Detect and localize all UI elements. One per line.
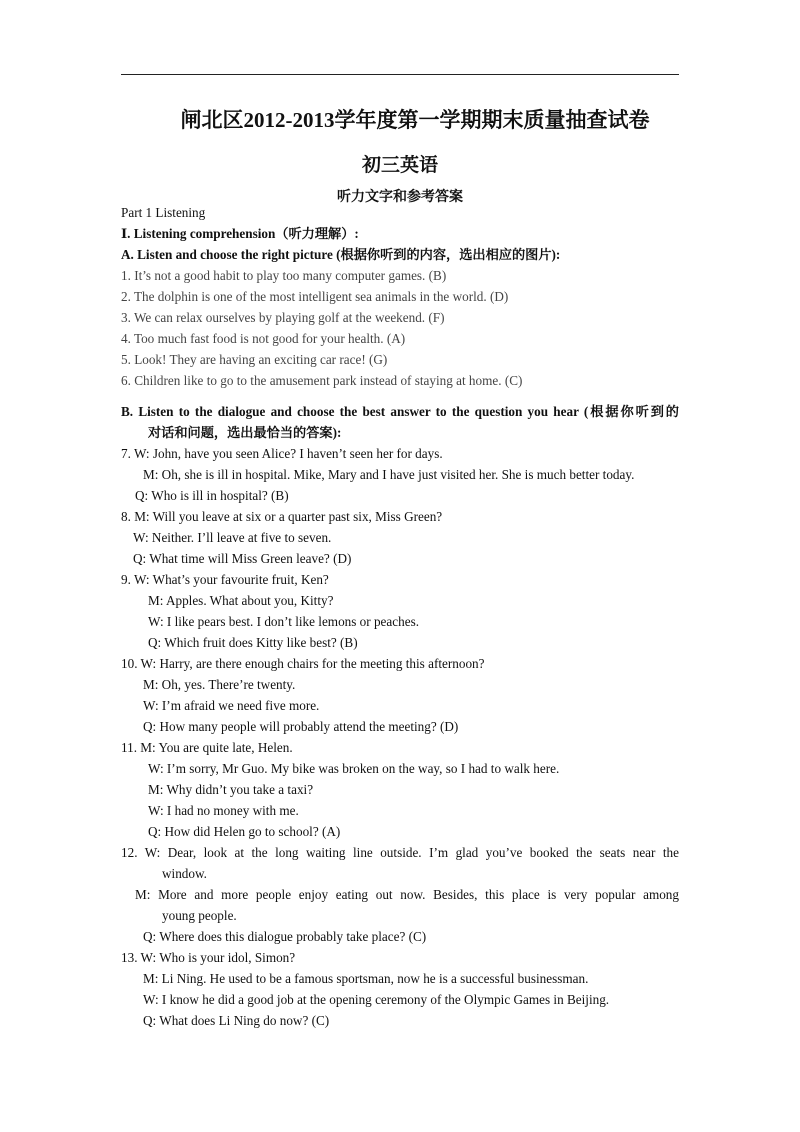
dialogue-line: M: More and more people enjoy eating out now. Besides, this place is very popular among [135, 887, 679, 902]
dialogue-line: 10. W: Harry, are there enough chairs for the meeting this afternoon? [121, 656, 485, 671]
part-a-item: 6. Children like to go to the amusement park instead of staying at home. (C) [121, 373, 523, 388]
part-a-item: 1. It’s not a good habit to play too many computer games. (B) [121, 268, 447, 283]
dialogue-line: W: I’m sorry, Mr Guo. My bike was broken on the way, so I had to walk here. [148, 761, 560, 776]
dialogue-line: W: I’m afraid we need five more. [143, 698, 320, 713]
dialogue-question: Q: How did Helen go to school? (A) [148, 824, 341, 839]
dialogue-line: M: Oh, yes. There’re twenty. [143, 677, 296, 692]
dialogue-line: 11. M: You are quite late, Helen. [121, 740, 293, 755]
document-title: 闸北区2012-2013学年度第一学期期末质量抽查试卷 [180, 108, 650, 132]
part-a-item: 5. Look! They are having an exciting car race! (G) [121, 352, 388, 367]
dialogue-line-cont: young people. [162, 908, 237, 923]
part-a-item: 2. The dolphin is one of the most intelligent sea animals in the world. (D) [121, 289, 509, 304]
dialogue-question: Q: Where does this dialogue probably take place? (C) [143, 929, 427, 944]
dialogue-line: 12. W: Dear, look at the long waiting line outside. I’m glad you’ve booked the seats near the [121, 845, 679, 860]
dialogue-line: M: Li Ning. He used to be a famous sportsman, now he is a successful businessman. [143, 971, 589, 986]
section-i-heading: Ⅰ. Listening comprehension（听力理解）: [121, 226, 359, 241]
dialogue-line: M: Oh, she is ill in hospital. Mike, Mary and I have just visited her. She is much better today. [143, 467, 635, 482]
header-rule [121, 74, 679, 75]
dialogue-line: 9. W: What’s your favourite fruit, Ken? [121, 572, 329, 587]
dialogue-question: Q: What does Li Ning do now? (C) [143, 1013, 330, 1028]
part-heading: Part 1 Listening [121, 205, 206, 220]
dialogue-question: Q: How many people will probably attend the meeting? (D) [143, 719, 459, 734]
part-a-item: 4. Too much fast food is not good for your health. (A) [121, 331, 406, 346]
dialogue-line: 13. W: Who is your idol, Simon? [121, 950, 296, 965]
dialogue-question: Q: Who is ill in hospital? (B) [135, 488, 289, 503]
dialogue-line: W: Neither. I’ll leave at five to seven. [133, 530, 332, 545]
dialogue-line: 7. W: John, have you seen Alice? I haven’t seen her for days. [121, 446, 443, 461]
dialogue-line: W: I had no money with me. [148, 803, 299, 818]
dialogue-line: M: Apples. What about you, Kitty? [148, 593, 334, 608]
subject-title: 初三英语 [361, 155, 438, 176]
dialogue-line: 8. M: Will you leave at six or a quarter past six, Miss Green? [121, 509, 443, 524]
part-a-item: 3. We can relax ourselves by playing golf at the weekend. (F) [121, 310, 445, 325]
dialogue-line: W: I know he did a good job at the opening ceremony of the Olympic Games in Beijing. [143, 992, 610, 1007]
dialogue-question: Q: What time will Miss Green leave? (D) [133, 551, 352, 566]
dialogue-question: Q: Which fruit does Kitty like best? (B) [148, 635, 358, 650]
section-b-heading: B. Listen to the dialogue and choose the best answer to the question you hear (根据你听到的 [121, 404, 679, 419]
dialogue-line: M: Why didn’t you take a taxi? [148, 782, 314, 797]
section-b-heading-cont: 对话和问题，选出最恰当的答案): [148, 425, 342, 440]
document-subtitle: 听力文字和参考答案 [337, 190, 463, 205]
dialogue-line-cont: window. [162, 866, 207, 881]
dialogue-line: W: I like pears best. I don’t like lemons or peaches. [148, 614, 419, 629]
section-a-heading: A. Listen and choose the right picture (根据你听到的内容，选出相应的图片): [121, 247, 561, 262]
